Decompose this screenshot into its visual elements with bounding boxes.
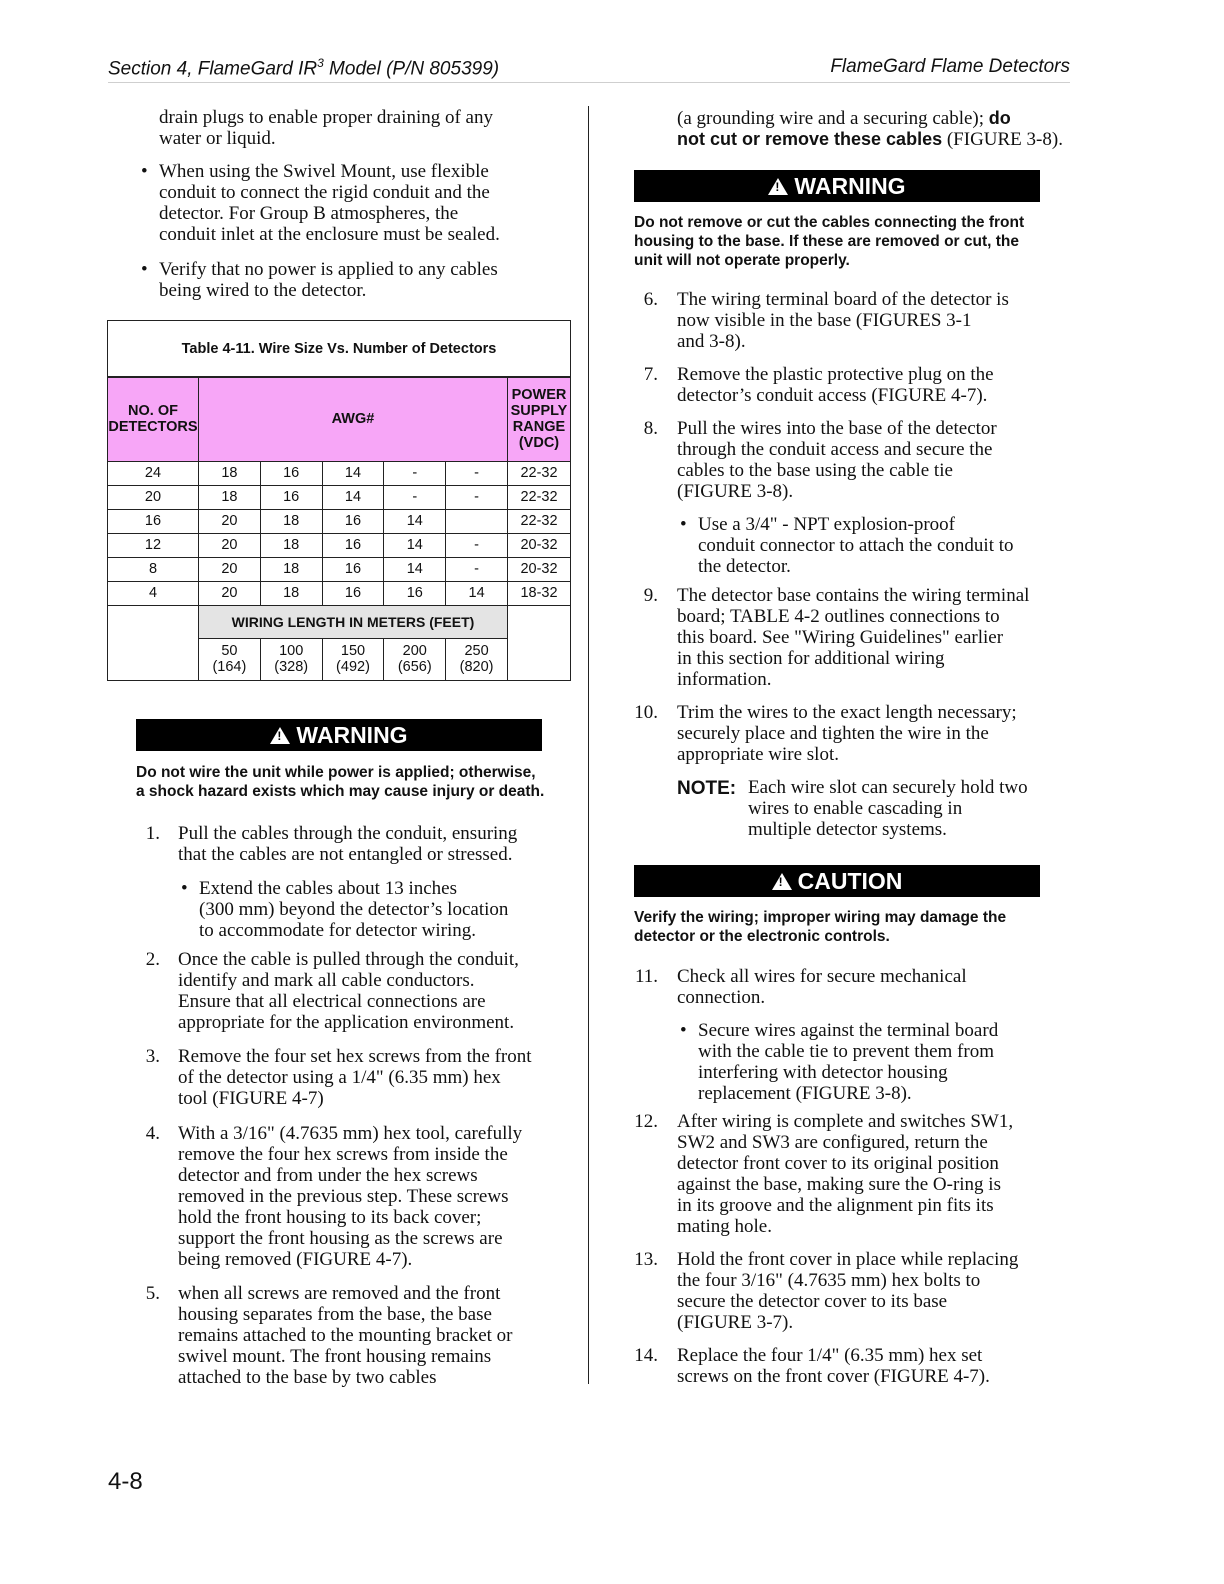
table-head-power: POWER SUPPLY RANGE (VDC) xyxy=(507,377,570,461)
header-document-title: FlameGard Flame Detectors xyxy=(830,56,1070,77)
warning-text: Do not wire the unit while power is applied; otherwise, a shock hazard exists which may cause injury or death. xyxy=(136,764,545,800)
length-cell: 100 (328) xyxy=(260,638,322,680)
warning-banner: ! WARNING xyxy=(634,170,1040,202)
wiring-length-label: WIRING LENGTH IN METERS (FEET) xyxy=(198,605,507,638)
caution-icon: ! xyxy=(772,873,792,890)
wire-size-table xyxy=(107,320,571,681)
table-row: 4 20 18 16 16 14 18-32 xyxy=(108,581,571,605)
length-cell: 150 (492) xyxy=(322,638,384,680)
note-label: NOTE: xyxy=(677,778,737,799)
table-head-awg: AWG# xyxy=(198,377,507,461)
table-row: 20 18 16 14 - - 22-32 xyxy=(108,485,571,509)
warning-icon: ! xyxy=(270,727,290,744)
note-text: Each wire slot can securely hold two wires to enable cascading in multiple detector systems. xyxy=(748,777,1028,840)
page-number: 4-8 xyxy=(108,1468,143,1495)
continued-paragraph: (a grounding wire and a securing cable); do not cut or remove these cables (FIGURE 3-8). xyxy=(677,108,1063,150)
length-cell: 250 (820) xyxy=(446,638,508,680)
table-row: 16 20 18 16 14 22-32 xyxy=(108,509,571,533)
bullet-secure-wires: • Secure wires against the terminal board with the cable tie to prevent them from interfering with detector housing replacement (FIGURE 3-8). xyxy=(680,1020,999,1104)
table-head-detectors: NO. OF DETECTORS xyxy=(108,377,199,461)
bullet-swivel-mount: • When using the Swivel Mount, use flexible conduit to connect the rigid conduit and the detector. For Group B atmospheres, the conduit inlet at the enclosure must be sealed. xyxy=(141,161,500,245)
running-header xyxy=(108,52,1070,83)
length-cell: 200 (656) xyxy=(384,638,446,680)
warning-banner: ! WARNING xyxy=(136,719,542,751)
bullet-npt-connector: • Use a 3/4" - NPT explosion-proof conduit connector to attach the conduit to the detector. xyxy=(680,514,1014,577)
warning-icon: ! xyxy=(768,178,788,195)
table-row: 12 20 18 16 14 - 20-32 xyxy=(108,533,571,557)
warning-text: Do not remove or cut the cables connecting the front housing to the base. If these are removed or cut, the unit will not operate properly. xyxy=(634,214,1025,269)
header-section-title: Section 4, FlameGard $IR^3$ Model (P/N 805399) xyxy=(108,56,500,80)
table-row: 24 18 16 14 - - 22-32 xyxy=(108,461,571,485)
intro-paragraph: drain plugs to enable proper draining of any water or liquid. xyxy=(159,107,493,149)
bullet-extend-cables: • Extend the cables about 13 inches (300 mm) beyond the detector’s location to accommodate for detector wiring. xyxy=(181,878,509,941)
table-row: 8 20 18 16 14 - 20-32 xyxy=(108,557,571,581)
bullet-verify-power: • Verify that no power is applied to any cables being wired to the detector. xyxy=(141,259,498,301)
length-cell: 50 (164) xyxy=(198,638,260,680)
caution-text: Verify the wiring; improper wiring may damage the detector or the electronic controls. xyxy=(634,909,1007,945)
caution-banner: ! CAUTION xyxy=(634,865,1040,897)
table-caption: Table 4-11. Wire Size Vs. Number of Detectors xyxy=(108,321,571,378)
